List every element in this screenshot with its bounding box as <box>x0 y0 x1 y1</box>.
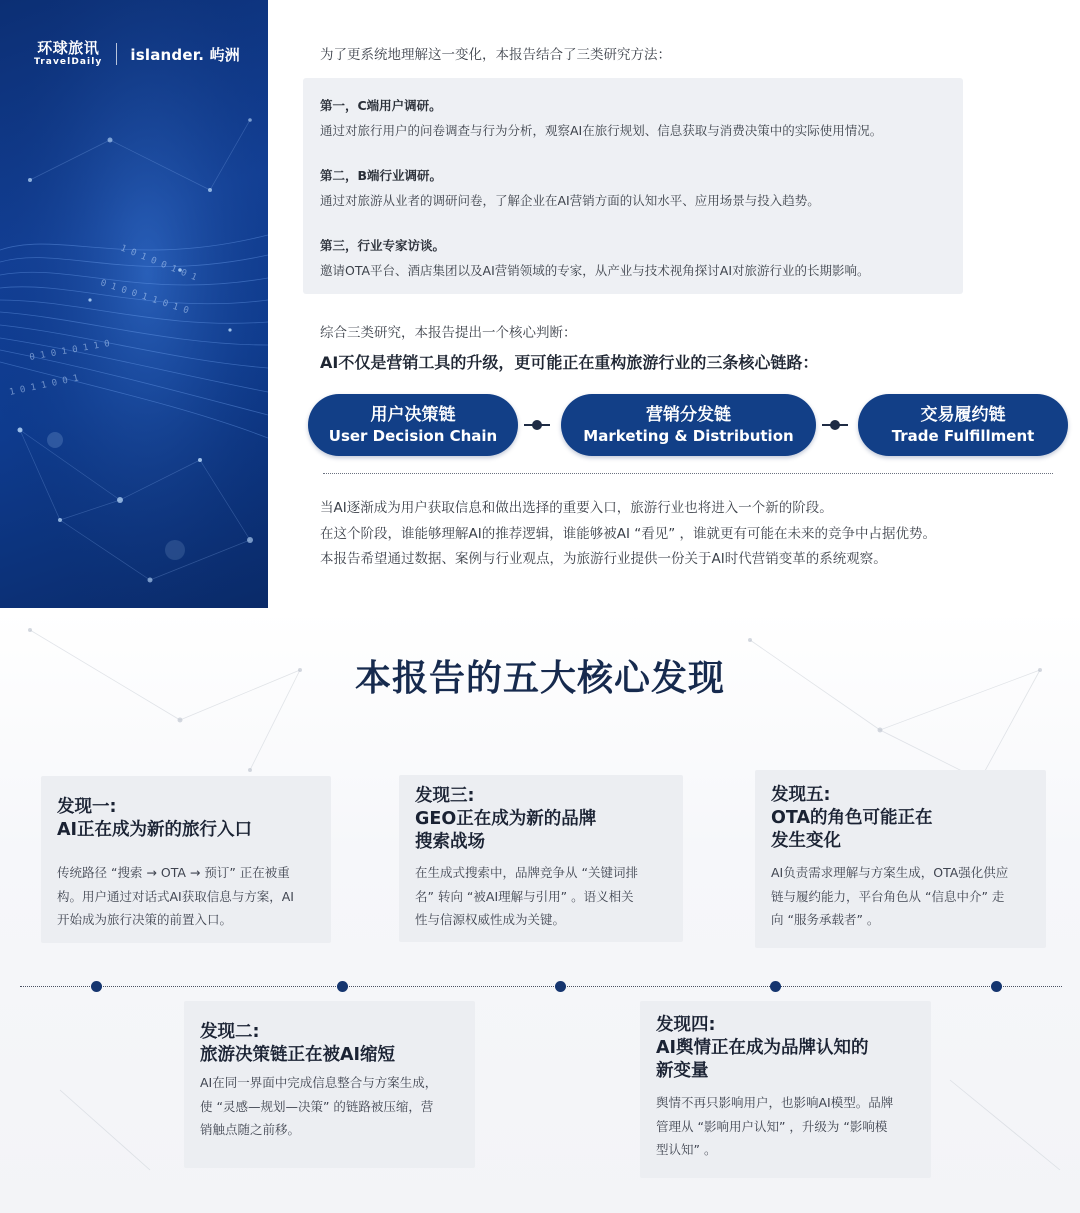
finding-card-4 <box>640 1001 931 1178</box>
finding-number: 发现五: <box>771 785 831 805</box>
finding-headline: 搜索战场 <box>415 832 485 852</box>
timeline-dot <box>770 981 781 992</box>
finding-body-line: AI负责需求理解与方案生成，OTA强化供应 <box>771 865 1009 880</box>
chain-label-en: User Decision Chain <box>328 427 498 445</box>
method-item <box>320 236 870 279</box>
finding-body-line: 名” 转向 “被AI理解与引用” 。语义相关 <box>415 888 634 904</box>
dotted-divider <box>323 473 1053 474</box>
finding-body <box>415 861 638 932</box>
finding-card-1 <box>41 776 331 943</box>
finding-card-3 <box>399 775 683 942</box>
finding-headline: OTA的角色可能正在 <box>771 808 933 828</box>
summary-lead: 综合三类研究，本报告提出一个核心判断： <box>320 325 577 341</box>
finding-card-5 <box>755 770 1046 948</box>
finding-body-line: 管理从 “影响用户认知” ，升级为 “影响模 <box>656 1118 888 1134</box>
finding-body <box>771 861 1008 932</box>
method-description: 通过对旅行用户的问卷调查与行为分析，观察AI在旅行规划、信息获取与消费决策中的实际使用情况。 <box>320 123 883 138</box>
chain-connector <box>822 424 848 426</box>
finding-body-line: 性与信源权威性成为关键。 <box>415 912 566 927</box>
finding-title <box>771 784 933 853</box>
finding-number: 发现四: <box>656 1015 716 1035</box>
finding-body-line: 构。用户通过对话式AI获取信息与方案，AI <box>57 888 294 904</box>
finding-body <box>57 861 294 932</box>
hero-image-panel <box>0 0 268 608</box>
finding-headline: AI正在成为新的旅行入口 <box>57 820 253 840</box>
closing-line: 当AI逐渐成为用户获取信息和做出选择的重要入口，旅游行业也将进入一个新的阶段。 <box>320 500 833 516</box>
method-description: 通过对旅游从业者的调研问卷，了解企业在AI营销方面的认知水平、应用场景与投入趋势。 <box>320 193 820 208</box>
chain-label-en: Marketing & Distribution <box>583 427 794 445</box>
closing-line: 在这个阶段，谁能够理解AI的推荐逻辑，谁能够被AI “看见” ，谁就更有可能在未来的竞争中占据优势。 <box>320 525 937 542</box>
findings-timeline <box>20 986 1062 987</box>
network-wave-illustration <box>0 0 268 608</box>
finding-headline: 旅游决策链正在被AI缩短 <box>200 1045 396 1065</box>
finding-title <box>415 785 596 854</box>
finding-body-line: 型认知” 。 <box>656 1142 717 1157</box>
finding-body-line: AI在同一界面中完成信息整合与方案生成， <box>200 1075 438 1090</box>
svg-text:0 1 0 0 1 1 0 1 0: 0 1 0 0 1 1 0 1 0 <box>99 278 190 317</box>
method-title: 第三，行业专家访谈。 <box>320 238 446 253</box>
finding-number: 发现三: <box>415 786 475 806</box>
chain-user-decision <box>308 394 518 456</box>
timeline-dot <box>991 981 1002 992</box>
method-description: 邀请OTA平台、酒店集团以及AI营销领域的专家，从产业与技术视角探讨AI对旅游行业的长期影响。 <box>320 263 870 278</box>
method-item <box>320 166 820 209</box>
finding-title <box>656 1014 869 1083</box>
islander-logo: islander. 屿洲 <box>130 45 240 64</box>
method-item <box>320 96 882 139</box>
closing-paragraph <box>320 496 936 573</box>
finding-body-line: 在生成式搜索中，品牌竞争从 “关键词排 <box>415 865 638 880</box>
chain-connector <box>524 424 550 426</box>
finding-body-line: 向 “服务承载者” 。 <box>771 912 880 927</box>
chain-marketing-distribution <box>561 394 816 456</box>
finding-headline: 发生变化 <box>771 831 841 851</box>
finding-title <box>57 796 252 842</box>
finding-number: 发现一: <box>57 797 117 817</box>
traveldaily-logo-cn: 环球旅讯 <box>37 39 100 57</box>
brand-logos <box>34 40 240 68</box>
method-title: 第一，C端用户调研。 <box>320 98 442 113</box>
chain-label-cn: 营销分发链 <box>646 405 731 425</box>
traveldaily-logo <box>34 40 102 68</box>
timeline-dot <box>555 981 566 992</box>
chain-label-cn: 用户决策链 <box>370 405 456 425</box>
finding-body <box>656 1091 893 1162</box>
finding-body <box>200 1071 437 1142</box>
finding-card-2 <box>184 1001 475 1168</box>
finding-headline: GEO正在成为新的品牌 <box>415 809 597 829</box>
timeline-dot <box>337 981 348 992</box>
findings-section <box>0 610 1080 1213</box>
finding-number: 发现二: <box>200 1022 260 1042</box>
timeline-dot <box>91 981 102 992</box>
finding-body-line: 销触点随之前移。 <box>200 1122 301 1137</box>
intro-text: 为了更系统地理解这一变化，本报告结合了三类研究方法： <box>320 47 671 63</box>
finding-body-line: 开始成为旅行决策的前置入口。 <box>57 912 233 927</box>
core-judgement: AI不仅是营销工具的升级，更可能正在重构旅游行业的三条核心链路： <box>320 353 819 372</box>
chain-trade-fulfillment <box>858 394 1068 456</box>
finding-headline: AI舆情正在成为品牌认知的 <box>656 1038 869 1058</box>
closing-line: 本报告希望通过数据、案例与行业观点，为旅游行业提供一份关于AI时代营销变革的系统观察。 <box>320 551 887 567</box>
chain-label-cn: 交易履约链 <box>920 405 1006 425</box>
finding-body-line: 传统路径 “搜索 → OTA → 预订” 正在被重 <box>57 865 290 880</box>
logo-divider <box>116 43 117 65</box>
finding-headline: 新变量 <box>656 1061 709 1081</box>
findings-title: 本报告的五大核心发现 <box>354 658 725 699</box>
research-methods-box <box>303 78 963 294</box>
finding-body-line: 使 “灵感—规划—决策” 的链路被压缩，营 <box>200 1098 434 1114</box>
finding-title <box>200 1021 395 1067</box>
svg-text:1 0 1 0 0 1 0 1: 1 0 1 0 0 1 0 1 <box>118 243 198 284</box>
svg-text:1 0 1 1 0 0 1: 1 0 1 1 0 0 1 <box>8 373 80 398</box>
svg-text:0 1 0 1 0 1 1 0: 0 1 0 1 0 1 1 0 <box>28 338 111 363</box>
finding-body-line: 链与履约能力，平台角色从 “信息中介” 走 <box>771 888 1005 904</box>
chain-label-en: Trade Fulfillment <box>891 427 1035 445</box>
traveldaily-logo-en: TravelDaily <box>34 57 103 67</box>
finding-body-line: 舆情不再只影响用户，也影响AI模型。品牌 <box>656 1095 894 1110</box>
method-title: 第二，B端行业调研。 <box>320 168 443 183</box>
